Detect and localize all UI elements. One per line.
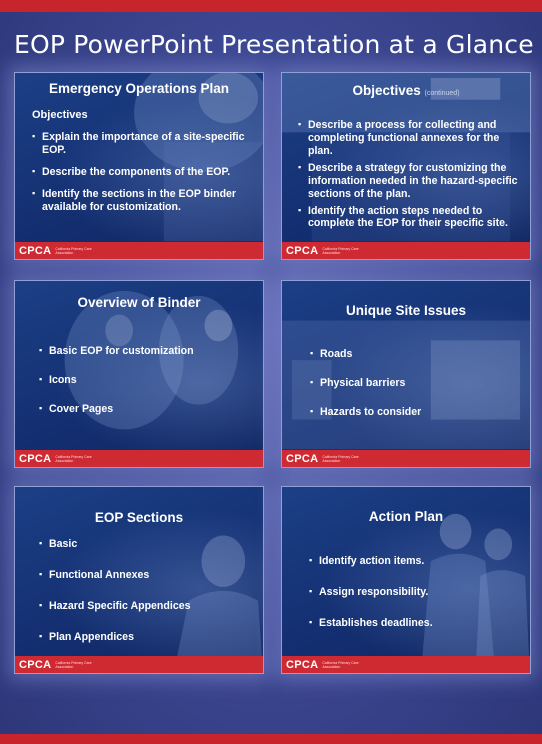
bullet-list <box>32 131 252 214</box>
list-item: ▪ Icons <box>39 374 249 387</box>
slide-footer <box>282 450 530 467</box>
slide-footer <box>282 242 530 259</box>
bullet-list <box>298 119 526 230</box>
slide-title: Overview of Binder <box>77 295 201 310</box>
list-item: ▪ Describe a process for collecting and completing functional annexes for the plan. <box>298 119 526 158</box>
bullet-list <box>310 348 520 419</box>
slide-title: Unique Site Issues <box>345 303 467 318</box>
slide-footer <box>15 450 263 467</box>
cpca-logo: CPCA <box>19 658 52 671</box>
slide-action-plan[interactable] <box>281 486 531 674</box>
slide-unique-site-issues[interactable] <box>281 280 531 468</box>
slide-footer <box>15 656 263 673</box>
list-item: ▪ Hazard Specific Appendices <box>39 600 239 613</box>
bullet-list <box>309 555 509 630</box>
slide-eop-sections[interactable] <box>14 486 264 674</box>
slide-footer <box>282 656 530 673</box>
slide-overview-of-binder[interactable] <box>14 280 264 468</box>
cpca-logo: CPCA <box>286 452 319 465</box>
list-item: ▪ Establishes deadlines. <box>309 617 509 630</box>
list-item: ▪ Identify the sections in the EOP binder available for customization. <box>32 188 252 214</box>
list-item: ▪ Describe the components of the EOP. <box>32 166 252 179</box>
slide-emergency-operations-plan[interactable] <box>14 72 264 260</box>
list-item: ▪ Basic EOP for customization <box>39 345 249 358</box>
slide-footer <box>15 242 263 259</box>
bottom-red-band <box>0 734 542 744</box>
list-item: ▪ Plan Appendices <box>39 631 239 644</box>
cpca-logo-sub: California Primary Care Association <box>322 246 359 255</box>
list-item: ▪ Identify action items. <box>309 555 509 568</box>
list-item: ▪ Assign responsibility. <box>309 586 509 599</box>
slide-subhead: Objectives <box>32 109 88 121</box>
cpca-logo: CPCA <box>19 452 52 465</box>
cpca-logo-sub: California Primary Care Association <box>55 454 92 463</box>
slide-title <box>282 83 530 98</box>
list-item: ▪ Physical barriers <box>310 377 520 390</box>
list-item: ▪ Explain the importance of a site-specific EOP. <box>32 131 252 157</box>
bullet-list <box>39 538 239 644</box>
slide-title-text: Objectives <box>352 83 421 98</box>
list-item: ▪ Roads <box>310 348 520 361</box>
cpca-logo-sub: California Primary Care Association <box>322 660 359 669</box>
cpca-logo: CPCA <box>19 244 52 257</box>
slide-title: Emergency Operations Plan <box>48 81 230 96</box>
top-red-band <box>0 0 542 12</box>
page-title: EOP PowerPoint Presentation at a Glance <box>14 30 534 59</box>
cpca-logo-sub: California Primary Care Association <box>322 454 359 463</box>
list-item: ▪ Basic <box>39 538 239 551</box>
slide-objectives-continued[interactable] <box>281 72 531 260</box>
slide-title-note: (continued) <box>424 90 460 97</box>
list-item: ▪ Hazards to consider <box>310 406 520 419</box>
cpca-logo: CPCA <box>286 658 319 671</box>
cpca-logo-sub: California Primary Care Association <box>55 246 92 255</box>
list-item: ▪ Describe a strategy for customizing the information needed in the hazard-specific sections of the plan. <box>298 162 526 201</box>
list-item: ▪ Identify the action steps needed to complete the EOP for their specific site. <box>298 205 526 231</box>
slide-title: EOP Sections <box>94 510 184 525</box>
list-item: ▪ Functional Annexes <box>39 569 239 582</box>
cpca-logo-sub: California Primary Care Association <box>55 660 92 669</box>
list-item: ▪ Cover Pages <box>39 403 249 416</box>
bullet-list <box>39 345 249 416</box>
cpca-logo: CPCA <box>286 244 319 257</box>
slide-title: Action Plan <box>368 509 444 524</box>
